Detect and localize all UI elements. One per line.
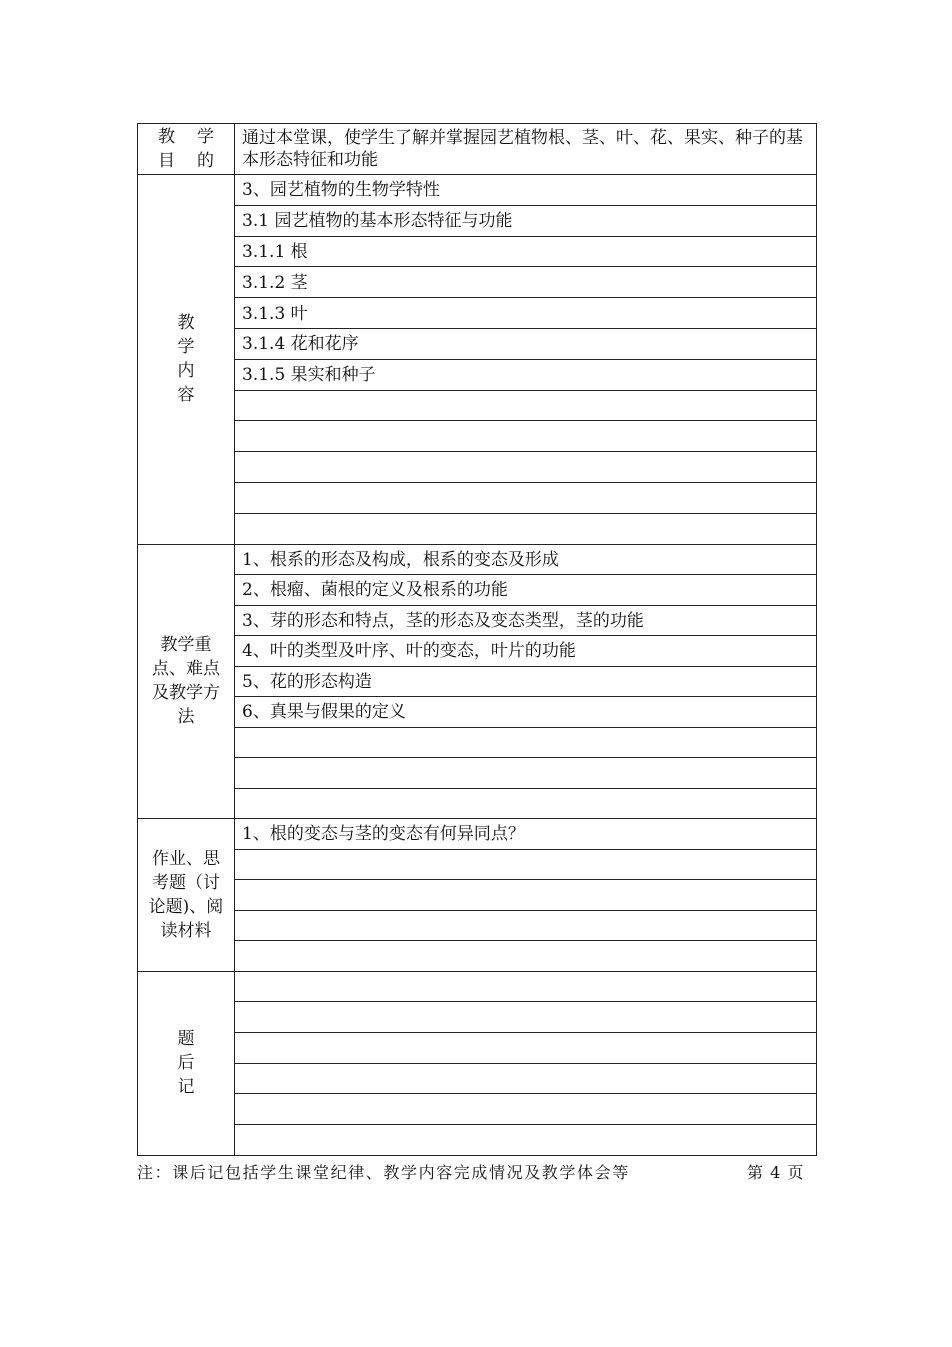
teaching-content-row (138, 205, 817, 236)
teaching-content-row (138, 359, 817, 390)
afterword-line (235, 1002, 817, 1033)
key-points-line: 2、根瘤、菌根的定义及根系的功能 (235, 575, 817, 606)
key-points-line: 6、真果与假果的定义 (235, 697, 817, 728)
page-number: 第 4 页 (747, 1163, 805, 1182)
lesson-plan-table (137, 123, 817, 1156)
homework-line: 1、根的变态与茎的变态有何异同点？ (235, 819, 817, 850)
key-points-line: 5、花的形态构造 (235, 666, 817, 697)
teaching-content-row (138, 328, 817, 359)
afterword-row (138, 1032, 817, 1063)
purpose-text: 通过本堂课，使学生了解并掌握园艺植物根、茎、叶、花、果实、种子的基本形态特征和功能 (235, 124, 817, 175)
key-points-line: 1、根系的形态及构成，根系的变态及形成 (235, 544, 817, 575)
teaching-content-line: 3.1.2 茎 (235, 267, 817, 298)
homework-row (138, 880, 817, 911)
teaching-content-label-line: 学 (177, 337, 195, 358)
key-points-line (235, 788, 817, 819)
homework-label (138, 819, 235, 972)
teaching-content-row (138, 236, 817, 267)
afterword-label-line: 题 (177, 1029, 195, 1050)
afterword-line (235, 1032, 817, 1063)
key-points-label-line: 教学重 (160, 635, 212, 656)
teaching-content-line (235, 452, 817, 483)
homework-line (235, 941, 817, 972)
purpose-label: 教 学 目 的 (138, 124, 235, 175)
teaching-content-row (138, 390, 817, 421)
afterword-label-line: 记 (177, 1077, 195, 1098)
homework-label-line: 读材料 (160, 920, 212, 941)
teaching-content-line (235, 513, 817, 544)
teaching-content-line: 3.1.3 叶 (235, 298, 817, 329)
key-points-row (138, 605, 817, 636)
teaching-content-row (138, 298, 817, 329)
afterword-row (138, 1094, 817, 1125)
key-points-row (138, 544, 817, 575)
teaching-content-label-line: 内 (177, 361, 195, 382)
teaching-content-row (138, 513, 817, 544)
teaching-content-line: 3、园艺植物的生物学特性 (235, 175, 817, 206)
homework-label-line: 作业、思 (152, 848, 220, 869)
teaching-content-label (138, 175, 235, 545)
key-points-line (235, 758, 817, 789)
afterword-row (138, 1125, 817, 1156)
homework-row (138, 849, 817, 880)
homework-row (138, 819, 817, 850)
homework-line (235, 849, 817, 880)
key-points-line: 4、叶的类型及叶序、叶的变态，叶片的功能 (235, 636, 817, 667)
afterword-line (235, 1125, 817, 1156)
teaching-content-line: 3.1.5 果实和种子 (235, 359, 817, 390)
homework-label-line: 论题)、阅 (148, 896, 224, 917)
key-points-line (235, 727, 817, 758)
key-points-line: 3、芽的形态和特点，茎的形态及变态类型，茎的功能 (235, 605, 817, 636)
teaching-content-line: 3.1.4 花和花序 (235, 328, 817, 359)
key-points-label (138, 544, 235, 819)
key-points-row (138, 697, 817, 728)
key-points-row (138, 758, 817, 789)
afterword-row (138, 971, 817, 1002)
teaching-content-row (138, 175, 817, 206)
teaching-content-line: 3.1 园艺植物的基本形态特征与功能 (235, 205, 817, 236)
key-points-row (138, 788, 817, 819)
footer-note: 注：课后记包括学生课堂纪律、教学内容完成情况及教学体会等 (137, 1163, 630, 1182)
homework-row (138, 941, 817, 972)
key-points-label-line: 法 (177, 707, 195, 728)
purpose-row (138, 124, 817, 175)
afterword-label-line: 后 (177, 1053, 195, 1074)
teaching-content-row (138, 482, 817, 513)
key-points-label-line: 点、难点 (152, 659, 220, 680)
homework-row (138, 910, 817, 941)
teaching-content-label-line: 容 (177, 385, 195, 406)
key-points-row (138, 727, 817, 758)
afterword-line (235, 1063, 817, 1094)
homework-line (235, 880, 817, 911)
teaching-content-row (138, 452, 817, 483)
teaching-content-line (235, 421, 817, 452)
key-points-row (138, 575, 817, 606)
teaching-content-line: 3.1.1 根 (235, 236, 817, 267)
afterword-row (138, 1002, 817, 1033)
afterword-line (235, 971, 817, 1002)
key-points-label-line: 及教学方 (152, 683, 220, 704)
teaching-content-row (138, 267, 817, 298)
key-points-row (138, 636, 817, 667)
homework-label-line: 考题（讨 (152, 872, 220, 893)
afterword-row (138, 1063, 817, 1094)
teaching-content-line (235, 482, 817, 513)
afterword-line (235, 1094, 817, 1125)
homework-line (235, 910, 817, 941)
teaching-content-label-line: 教 (177, 313, 195, 334)
key-points-row (138, 666, 817, 697)
afterword-label (138, 971, 235, 1155)
teaching-content-row (138, 421, 817, 452)
teaching-content-line (235, 390, 817, 421)
